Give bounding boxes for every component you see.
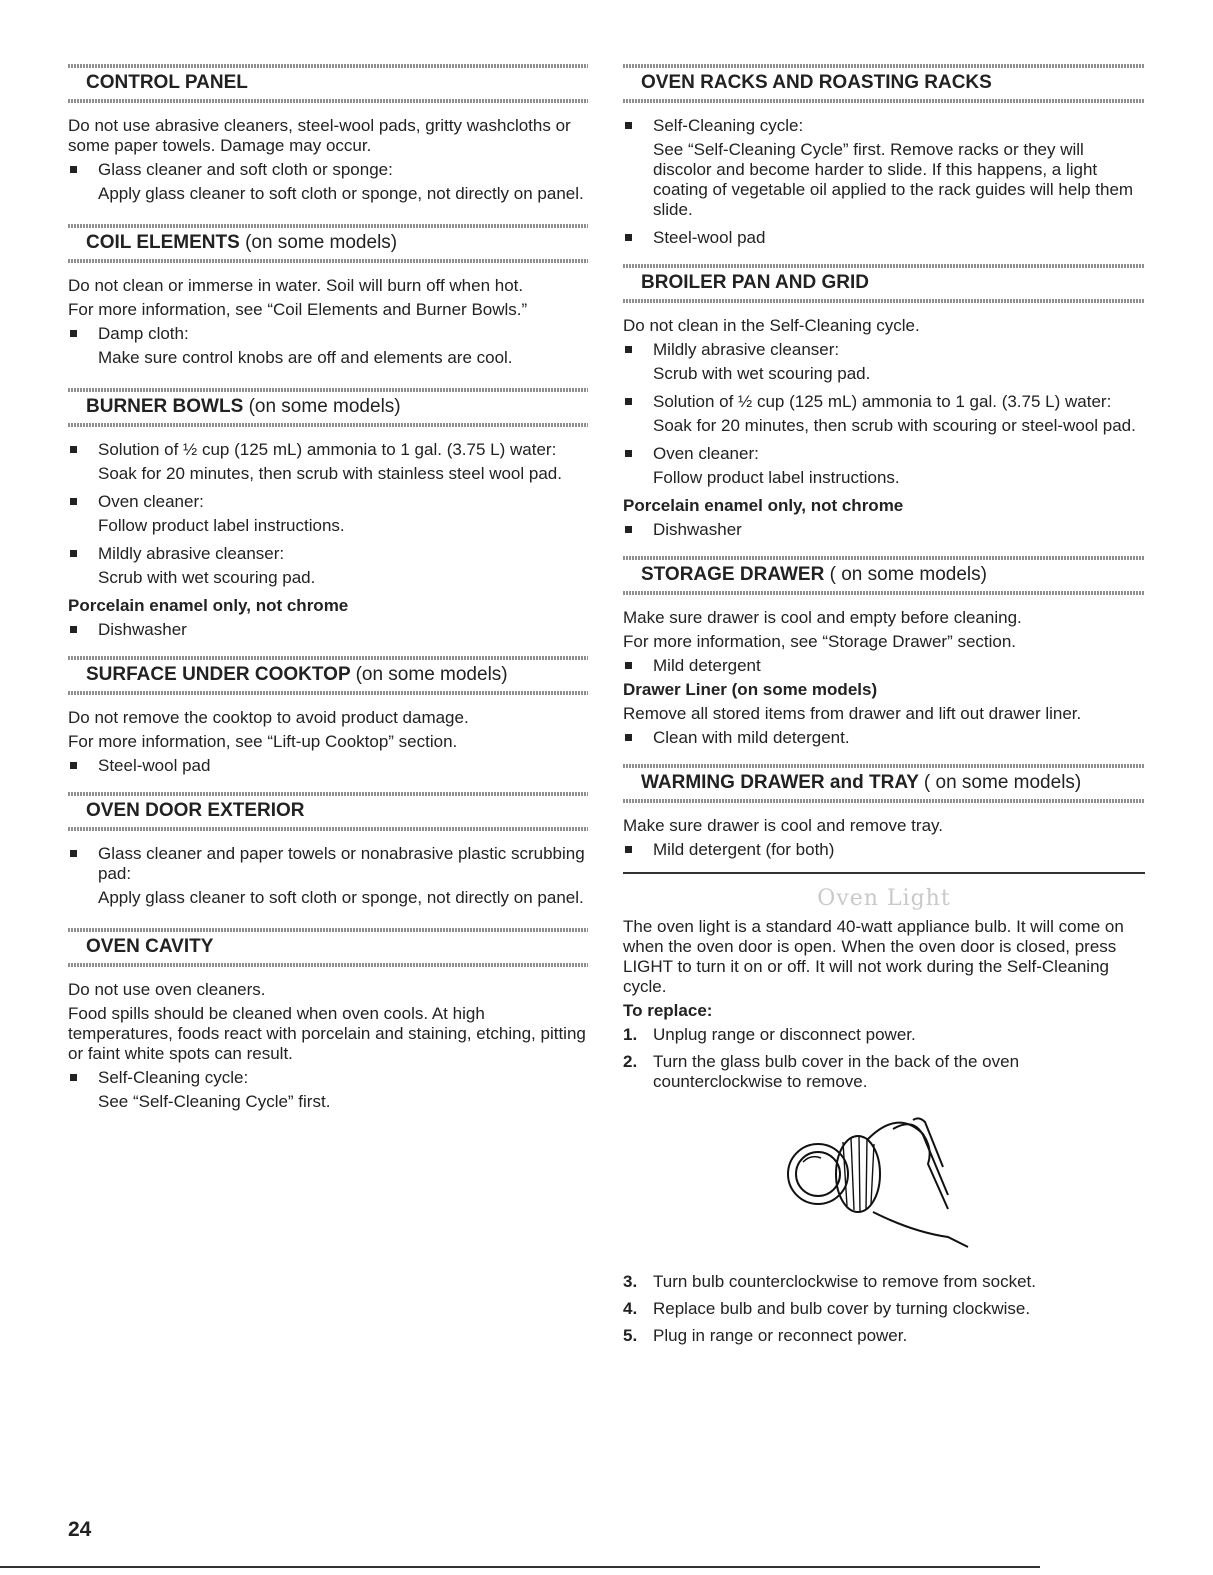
section-storage-drawer xyxy=(623,556,1145,748)
bullet-item: Oven cleaner: xyxy=(623,444,1145,464)
dotted-rule xyxy=(623,556,1145,560)
subheading: Porcelain enamel only, not chrome xyxy=(623,496,904,515)
dotted-rule xyxy=(68,259,588,263)
bullet-item: Clean with mild detergent. xyxy=(623,728,1145,748)
bullet-square-icon xyxy=(70,498,77,505)
bullet-square-icon xyxy=(70,1074,77,1081)
section-coil-elements xyxy=(68,224,588,368)
bullet-item: Mildly abrasive cleanser: xyxy=(68,544,588,564)
dotted-rule xyxy=(68,224,588,228)
section-heading: BURNER BOWLS (on some models) xyxy=(86,396,401,417)
dotted-rule xyxy=(68,963,588,967)
paragraph: Do not clean in the Self-Cleaning cycle. xyxy=(623,316,920,335)
bulb-cover-illustration xyxy=(773,1114,973,1254)
bullet-detail: Apply glass cleaner to soft cloth or sponge, not directly on panel. xyxy=(98,184,584,203)
paragraph: Do not use oven cleaners. xyxy=(68,980,266,999)
bullet-detail: Make sure control knobs are off and elements are cool. xyxy=(98,348,513,367)
bullet-item: Dishwasher xyxy=(623,520,1145,540)
bullet-square-icon xyxy=(625,398,632,405)
bullet-detail: Follow product label instructions. xyxy=(653,468,900,487)
bullet-square-icon xyxy=(625,122,632,129)
paragraph: For more information, see “Storage Drawer” section. xyxy=(623,632,1017,651)
paragraph: For more information, see “Lift-up Cooktop” section. xyxy=(68,732,458,751)
bullet-detail: Scrub with wet scouring pad. xyxy=(653,364,871,383)
bullet-item: Dishwasher xyxy=(68,620,588,640)
subheading: Drawer Liner (on some models) xyxy=(623,680,878,699)
paragraph: Food spills should be cleaned when oven cools. At high temperatures, foods react with porcelain and staining, etching, pitting or faint white spots can result. xyxy=(68,1004,586,1063)
dotted-rule xyxy=(68,656,588,660)
bullet-detail: See “Self-Cleaning Cycle” first. xyxy=(98,1092,331,1111)
bullet-square-icon xyxy=(625,234,632,241)
bullet-square-icon xyxy=(70,550,77,557)
page-number: 24 xyxy=(68,1518,92,1541)
bullet-square-icon xyxy=(625,662,632,669)
bullet-square-icon xyxy=(70,446,77,453)
section-control-panel xyxy=(68,64,588,204)
section-oven-light xyxy=(623,886,1145,1346)
section-title: Oven Light xyxy=(817,886,951,911)
dotted-rule xyxy=(623,764,1145,768)
paragraph: Make sure drawer is cool and remove tray. xyxy=(623,816,943,835)
right-column xyxy=(623,64,1145,1353)
dotted-rule xyxy=(68,792,588,796)
bullet-detail: See “Self-Cleaning Cycle” first. Remove racks or they will discolor and become harder to slide. If this happens, a light coating of vegetable oil applied to the rack guides will help them slide. xyxy=(653,140,1134,219)
paragraph: Remove all stored items from drawer and lift out drawer liner. xyxy=(623,704,1082,723)
section-surface-under-cooktop xyxy=(68,656,588,776)
bullet-detail: Scrub with wet scouring pad. xyxy=(98,568,316,587)
dotted-rule xyxy=(623,591,1145,595)
dotted-rule xyxy=(68,691,588,695)
bullet-square-icon xyxy=(625,846,632,853)
dotted-rule xyxy=(68,99,588,103)
step-item: 2. Turn the glass bulb cover in the back of the oven counterclockwise to remove. xyxy=(623,1052,1020,1091)
bullet-square-icon xyxy=(625,526,632,533)
section-heading: BROILER PAN AND GRID xyxy=(641,272,869,293)
section-burner-bowls xyxy=(68,388,588,640)
section-heading: SURFACE UNDER COOKTOP (on some models) xyxy=(86,664,508,685)
step-item: 5. Plug in range or reconnect power. xyxy=(623,1326,908,1345)
bullet-item: Mild detergent (for both) xyxy=(623,840,1145,860)
step-item: 4. Replace bulb and bulb cover by turning clockwise. xyxy=(623,1299,1031,1318)
bullet-item: Solution of ½ cup (125 mL) ammonia to 1 gal. (3.75 L) water: xyxy=(623,392,1145,412)
subheading: To replace: xyxy=(623,1001,713,1020)
paragraph: Do not remove the cooktop to avoid product damage. xyxy=(68,708,469,727)
dotted-rule xyxy=(623,99,1145,103)
paragraph: For more information, see “Coil Elements and Burner Bowls.” xyxy=(68,300,528,319)
paragraph: Make sure drawer is cool and empty before cleaning. xyxy=(623,608,1022,627)
dotted-rule xyxy=(68,928,588,932)
section-oven-door-exterior xyxy=(68,792,588,908)
section-heading: STORAGE DRAWER ( on some models) xyxy=(641,564,987,585)
paragraph: Do not use abrasive cleaners, steel-wool pads, gritty washcloths or some paper towels. Damage may occur. xyxy=(68,116,571,155)
dotted-rule xyxy=(68,827,588,831)
bullet-square-icon xyxy=(70,850,77,857)
bullet-item: Mild detergent xyxy=(623,656,1145,676)
bullet-detail: Soak for 20 minutes, then scrub with stainless steel wool pad. xyxy=(98,464,562,483)
dotted-rule xyxy=(68,388,588,392)
bullet-square-icon xyxy=(70,762,77,769)
section-oven-racks xyxy=(623,64,1145,248)
bullet-item: Glass cleaner and soft cloth or sponge: xyxy=(68,160,588,180)
dotted-rule xyxy=(623,299,1145,303)
bullet-item: Glass cleaner and paper towels or nonabrasive plastic scrubbing pad: xyxy=(68,844,588,884)
section-heading: WARMING DRAWER and TRAY ( on some models) xyxy=(641,772,1082,793)
left-column xyxy=(68,64,588,1120)
paragraph: The oven light is a standard 40-watt appliance bulb. It will come on when the oven door is open. When the oven door is closed, press LIGHT to turn it on or off. It will not work during the Self-Cleaning cycle. xyxy=(623,917,1124,996)
bullet-item: Damp cloth: xyxy=(68,324,588,344)
paragraph: Do not clean or immerse in water. Soil will burn off when hot. xyxy=(68,276,524,295)
section-heading: COIL ELEMENTS (on some models) xyxy=(86,232,398,253)
dotted-rule xyxy=(68,423,588,427)
dotted-rule xyxy=(623,799,1145,803)
section-oven-cavity xyxy=(68,928,588,1112)
bullet-item: Solution of ½ cup (125 mL) ammonia to 1 gal. (3.75 L) water: xyxy=(68,440,588,460)
bullet-detail: Follow product label instructions. xyxy=(98,516,345,535)
step-item: 1. Unplug range or disconnect power. xyxy=(623,1025,916,1044)
bullet-item: Self-Cleaning cycle: xyxy=(623,116,1145,136)
bullet-item: Self-Cleaning cycle: xyxy=(68,1068,588,1088)
section-heading: OVEN RACKS AND ROASTING RACKS xyxy=(641,72,992,93)
bullet-square-icon xyxy=(625,346,632,353)
bullet-square-icon xyxy=(70,626,77,633)
dotted-rule xyxy=(623,264,1145,268)
dotted-rule xyxy=(68,64,588,68)
section-heading: CONTROL PANEL xyxy=(86,72,248,93)
section-heading: OVEN CAVITY xyxy=(86,936,214,957)
bullet-square-icon xyxy=(70,166,77,173)
section-broiler-pan xyxy=(623,264,1145,540)
dotted-rule xyxy=(623,64,1145,68)
bullet-item: Oven cleaner: xyxy=(68,492,588,512)
section-warming-drawer xyxy=(623,764,1145,860)
bullet-item: Steel-wool pad xyxy=(623,228,1145,248)
subheading: Porcelain enamel only, not chrome xyxy=(68,596,349,615)
bullet-square-icon xyxy=(625,450,632,457)
footer-rule xyxy=(0,1566,1040,1568)
section-heading: OVEN DOOR EXTERIOR xyxy=(86,800,305,821)
bullet-square-icon xyxy=(625,734,632,741)
section-divider xyxy=(623,872,1145,874)
bullet-item: Mildly abrasive cleanser: xyxy=(623,340,1145,360)
bullet-detail: Soak for 20 minutes, then scrub with scouring or steel-wool pad. xyxy=(653,416,1136,435)
bullet-item: Steel-wool pad xyxy=(68,756,588,776)
bullet-square-icon xyxy=(70,330,77,337)
bullet-detail: Apply glass cleaner to soft cloth or sponge, not directly on panel. xyxy=(98,888,584,907)
step-item: 3. Turn bulb counterclockwise to remove from socket. xyxy=(623,1272,1036,1291)
